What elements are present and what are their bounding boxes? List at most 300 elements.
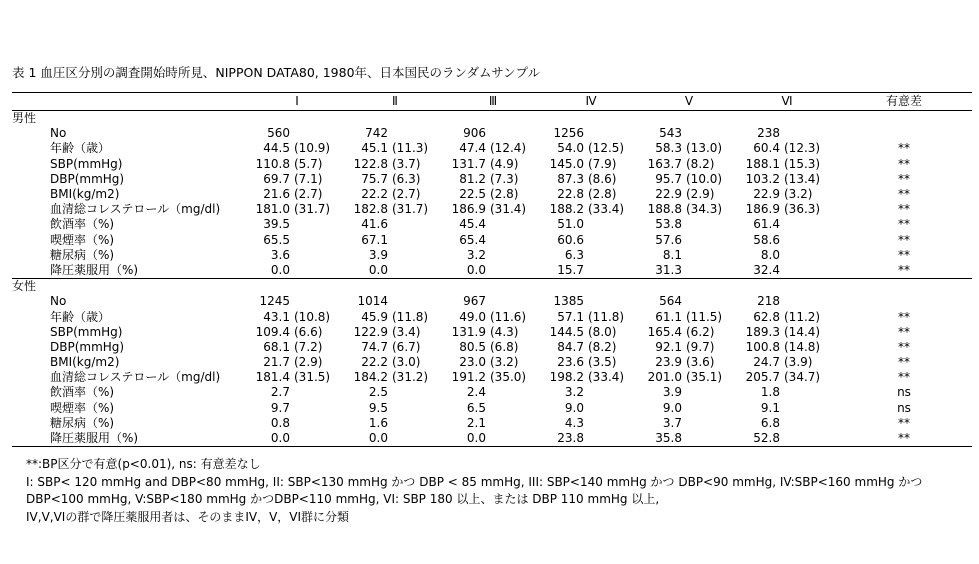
cell-value: 0.8 (270, 415, 290, 430)
table-cell (640, 157, 738, 172)
cell-value: 45.9 (361, 309, 388, 324)
table-cell (738, 172, 836, 187)
section-label: 男性 (12, 111, 37, 126)
cell-value: 131.9 (451, 324, 486, 339)
cell-sd: (11.8) (392, 309, 429, 324)
table-cell (248, 340, 346, 355)
table-row (12, 187, 972, 202)
cell-sd: (11.8) (588, 309, 625, 324)
cell-sd: (11.5) (686, 309, 723, 324)
table-row (12, 233, 972, 248)
table-cell (248, 370, 346, 385)
significance-cell: ** (898, 339, 910, 354)
cell-value: 2.7 (270, 385, 290, 400)
significance-cell (836, 126, 972, 141)
cell-sd: (14.8) (784, 339, 821, 354)
table-cell (542, 172, 640, 187)
cell-sd: (4.3) (490, 324, 519, 339)
table-cell (444, 202, 542, 217)
table-cell (738, 141, 836, 156)
cell-value: 22.9 (753, 187, 780, 202)
row-label: 喫煙率（%) (50, 232, 115, 247)
table-cell (542, 217, 640, 232)
table-cell (542, 126, 640, 141)
table-row (12, 340, 972, 355)
cell-value: 74.7 (361, 339, 388, 354)
table-cell (248, 401, 346, 416)
row-label: 降圧薬服用（%) (50, 262, 139, 277)
cell-value: 201.0 (647, 370, 682, 385)
table-cell (542, 355, 640, 370)
cell-sd: (31.7) (294, 202, 331, 217)
cell-value: 92.1 (655, 339, 682, 354)
table-cell (542, 294, 640, 309)
table-cell (542, 431, 640, 447)
significance-cell: ns (897, 400, 911, 415)
header-blank (12, 93, 248, 111)
cell-value: 22.2 (361, 355, 388, 370)
table-cell (640, 401, 738, 416)
table-cell (542, 263, 640, 279)
cell-sd: (3.0) (392, 355, 421, 370)
cell-value: 22.5 (459, 187, 486, 202)
cell-sd: (33.4) (588, 202, 625, 217)
table-cell (444, 355, 542, 370)
table-cell (542, 325, 640, 340)
cell-value: 218 (757, 294, 780, 309)
cell-value: 0.0 (368, 262, 388, 277)
significance-cell: ** (898, 370, 910, 385)
cell-value: 103.2 (745, 171, 780, 186)
table-cell (640, 217, 738, 232)
table-cell (444, 431, 542, 447)
cell-value: 84.7 (557, 339, 584, 354)
cell-sd: (12.5) (588, 141, 625, 156)
cell-value: 967 (463, 294, 486, 309)
row-label: No (50, 294, 67, 309)
footnotes (26, 456, 922, 526)
table-cell (248, 325, 346, 340)
footnote: IV,V,VIの群で降圧薬服用者は、そのままIV，V，VI群に分類 (26, 509, 350, 524)
section-label: 女性 (12, 279, 37, 294)
cell-value: 65.5 (263, 232, 290, 247)
significance-cell: ** (898, 171, 910, 186)
cell-value: 51.0 (557, 217, 584, 232)
table-cell (444, 248, 542, 263)
table-cell (640, 325, 738, 340)
cell-sd: (8.6) (588, 171, 617, 186)
cell-value: 543 (659, 126, 682, 141)
cell-sd: (14.4) (784, 324, 821, 339)
table-row (12, 126, 972, 141)
table-cell (542, 309, 640, 324)
cell-value: 15.7 (557, 262, 584, 277)
cell-value: 1245 (259, 294, 290, 309)
table-row (12, 217, 972, 232)
table-cell (542, 370, 640, 385)
significance-cell: ** (898, 141, 910, 156)
table-cell (738, 248, 836, 263)
cell-sd: (3.5) (588, 355, 617, 370)
cell-value: 188.2 (549, 202, 584, 217)
cell-value: 189.3 (745, 324, 780, 339)
significance-cell: ns (897, 385, 911, 400)
table-cell (640, 294, 738, 309)
table-row (12, 294, 972, 309)
cell-value: 23.9 (655, 355, 682, 370)
table-cell (738, 355, 836, 370)
cell-sd: (7.2) (294, 339, 323, 354)
table-cell (640, 385, 738, 400)
table-cell (640, 248, 738, 263)
table-cell (346, 172, 444, 187)
table-cell (640, 416, 738, 431)
table-cell (640, 263, 738, 279)
cell-value: 52.8 (753, 431, 780, 446)
data-table (12, 92, 972, 447)
cell-value: 906 (463, 126, 486, 141)
table-cell (248, 355, 346, 370)
table-cell (738, 233, 836, 248)
cell-value: 23.6 (557, 355, 584, 370)
cell-value: 9.5 (368, 400, 388, 415)
table-body (12, 93, 972, 447)
table-cell (346, 141, 444, 156)
cell-value: 0.0 (270, 431, 290, 446)
cell-value: 87.3 (557, 171, 584, 186)
significance-cell: ** (898, 156, 910, 171)
cell-value: 80.5 (459, 339, 486, 354)
cell-sd: (31.2) (392, 370, 429, 385)
table-cell (542, 385, 640, 400)
cell-value: 100.8 (745, 339, 780, 354)
cell-value: 69.7 (263, 171, 290, 186)
cell-sd: (3.9) (784, 355, 813, 370)
cell-sd: (15.3) (784, 156, 821, 171)
cell-sd: (31.5) (294, 370, 331, 385)
cell-sd: (2.9) (294, 355, 323, 370)
cell-value: 62.8 (753, 309, 780, 324)
cell-value: 0.0 (466, 431, 486, 446)
table-cell (738, 126, 836, 141)
cell-value: 188.8 (647, 202, 682, 217)
table-cell (248, 172, 346, 187)
cell-value: 23.8 (557, 431, 584, 446)
column-header: Ⅱ (392, 94, 398, 108)
cell-sd: (5.7) (294, 156, 323, 171)
row-label: SBP(mmHg) (50, 156, 123, 171)
significance-cell: ** (898, 309, 910, 324)
cell-sd: (4.9) (490, 156, 519, 171)
cell-value: 23.0 (459, 355, 486, 370)
table-cell (444, 217, 542, 232)
cell-value: 68.1 (263, 339, 290, 354)
table-cell (738, 431, 836, 447)
cell-value: 198.2 (549, 370, 584, 385)
cell-sd: (2.7) (294, 187, 323, 202)
cell-sd: (31.4) (490, 202, 527, 217)
cell-value: 191.2 (451, 370, 486, 385)
table-cell (640, 187, 738, 202)
cell-value: 47.4 (459, 141, 486, 156)
table-cell (542, 202, 640, 217)
cell-value: 184.2 (353, 370, 388, 385)
cell-sd: (2.8) (588, 187, 617, 202)
table-cell (640, 431, 738, 447)
cell-sd: (13.4) (784, 171, 821, 186)
table-cell (542, 141, 640, 156)
cell-value: 67.1 (361, 232, 388, 247)
cell-sd: (6.2) (686, 324, 715, 339)
cell-value: 560 (267, 126, 290, 141)
significance-cell: ** (898, 217, 910, 232)
cell-value: 3.2 (466, 247, 486, 262)
cell-sd: (34.7) (784, 370, 821, 385)
cell-value: 181.0 (255, 202, 290, 217)
row-label: 糖尿病（%) (50, 247, 115, 262)
table-cell (248, 233, 346, 248)
table-row (12, 416, 972, 431)
cell-sd: (7.9) (588, 156, 617, 171)
row-label: 降圧薬服用（%) (50, 431, 139, 446)
cell-sd: (12.4) (490, 141, 527, 156)
table-cell (542, 248, 640, 263)
table-row (12, 248, 972, 263)
cell-value: 3.2 (564, 385, 584, 400)
table-row (12, 385, 972, 400)
cell-sd: (2.8) (490, 187, 519, 202)
cell-value: 1256 (553, 126, 584, 141)
table-cell (346, 355, 444, 370)
cell-value: 3.7 (662, 415, 682, 430)
table-cell (346, 157, 444, 172)
row-label: DBP(mmHg) (50, 339, 125, 354)
cell-sd: (3.2) (490, 355, 519, 370)
table-cell (346, 263, 444, 279)
table-cell (444, 370, 542, 385)
cell-value: 39.5 (263, 217, 290, 232)
table-cell (444, 325, 542, 340)
cell-sd: (10.8) (294, 309, 331, 324)
cell-value: 57.1 (557, 309, 584, 324)
cell-value: 54.0 (557, 141, 584, 156)
cell-value: 1014 (357, 294, 388, 309)
cell-value: 238 (757, 126, 780, 141)
cell-value: 21.7 (263, 355, 290, 370)
table-cell (444, 187, 542, 202)
cell-value: 131.7 (451, 156, 486, 171)
table-row (12, 141, 972, 156)
table-cell (346, 294, 444, 309)
column-header: Ⅴ (684, 94, 694, 108)
cell-value: 22.8 (557, 187, 584, 202)
cell-sd: (8.2) (588, 339, 617, 354)
cell-sd: (13.0) (686, 141, 723, 156)
table-cell (738, 416, 836, 431)
section-row (12, 279, 972, 295)
table-cell (640, 172, 738, 187)
cell-value: 44.5 (263, 141, 290, 156)
cell-value: 3.9 (662, 385, 682, 400)
cell-sd: (34.3) (686, 202, 723, 217)
cell-value: 53.8 (655, 217, 682, 232)
table-cell (738, 370, 836, 385)
cell-sd: (35.1) (686, 370, 723, 385)
table-cell (248, 385, 346, 400)
table-cell (346, 217, 444, 232)
table-cell (738, 340, 836, 355)
cell-value: 49.0 (459, 309, 486, 324)
cell-value: 122.9 (353, 324, 388, 339)
table-cell (346, 309, 444, 324)
cell-value: 24.7 (753, 355, 780, 370)
table-cell (346, 187, 444, 202)
cell-value: 60.6 (557, 232, 584, 247)
cell-value: 31.3 (655, 262, 682, 277)
column-header-significance: 有意差 (885, 94, 922, 108)
cell-value: 0.0 (466, 262, 486, 277)
row-label: No (50, 126, 67, 141)
table-row (12, 355, 972, 370)
row-label: 糖尿病（%) (50, 415, 115, 430)
cell-value: 9.1 (760, 400, 780, 415)
cell-value: 6.3 (564, 247, 584, 262)
table-cell (346, 340, 444, 355)
footnote: DBP<100 mmHg, V:SBP<180 mmHg かつDBP<110 mmHg, VI: SBP 180 以上、または DBP 110 mmHg 以上, (26, 492, 660, 507)
cell-sd: (6.7) (392, 339, 421, 354)
cell-value: 188.1 (745, 156, 780, 171)
table-cell (640, 141, 738, 156)
cell-value: 2.1 (466, 415, 486, 430)
table-cell (738, 294, 836, 309)
cell-value: 95.7 (655, 171, 682, 186)
table-cell (248, 202, 346, 217)
column-header: Ⅵ (781, 94, 793, 108)
significance-cell: ** (898, 355, 910, 370)
cell-value: 22.9 (655, 187, 682, 202)
cell-sd: (11.2) (784, 309, 821, 324)
significance-cell: ** (898, 247, 910, 262)
cell-value: 2.5 (368, 385, 388, 400)
cell-sd: (8.0) (588, 324, 617, 339)
cell-sd: (35.0) (490, 370, 527, 385)
table-cell (248, 431, 346, 447)
significance-cell (836, 294, 972, 309)
cell-value: 186.9 (745, 202, 780, 217)
table-cell (346, 233, 444, 248)
significance-cell: ** (898, 415, 910, 430)
table-cell (542, 157, 640, 172)
table-row (12, 263, 972, 279)
table-cell (738, 263, 836, 279)
cell-sd: (7.3) (490, 171, 519, 186)
significance-cell: ** (898, 202, 910, 217)
column-header: Ⅳ (585, 94, 597, 108)
cell-value: 165.4 (647, 324, 682, 339)
cell-value: 8.0 (760, 247, 780, 262)
table-cell (444, 385, 542, 400)
cell-value: 205.7 (745, 370, 780, 385)
cell-value: 57.6 (655, 232, 682, 247)
cell-sd: (11.6) (490, 309, 527, 324)
cell-value: 4.3 (564, 415, 584, 430)
table-cell (444, 340, 542, 355)
cell-value: 122.8 (353, 156, 388, 171)
table-cell (444, 263, 542, 279)
cell-value: 110.8 (255, 156, 290, 171)
column-header: I (295, 94, 299, 108)
table-row (12, 157, 972, 172)
cell-value: 163.7 (647, 156, 682, 171)
table-row (12, 172, 972, 187)
table-cell (444, 126, 542, 141)
cell-value: 8.1 (662, 247, 682, 262)
cell-value: 32.4 (753, 262, 780, 277)
cell-value: 21.6 (263, 187, 290, 202)
cell-value: 182.8 (353, 202, 388, 217)
table-cell (542, 401, 640, 416)
table-cell (248, 309, 346, 324)
cell-sd: (7.1) (294, 171, 323, 186)
table-cell (542, 187, 640, 202)
table-cell (444, 294, 542, 309)
table-cell (346, 202, 444, 217)
cell-sd: (2.7) (392, 187, 421, 202)
footnote: **:BP区分で有意(p<0.01), ns: 有意差なし (26, 457, 261, 471)
significance-cell: ** (898, 232, 910, 247)
cell-sd: (8.2) (686, 156, 715, 171)
table-cell (640, 340, 738, 355)
table-cell (738, 202, 836, 217)
cell-value: 6.8 (760, 415, 780, 430)
table-cell (738, 157, 836, 172)
row-label: 血清総コレステロール（mg/dl) (50, 202, 221, 217)
table-cell (248, 126, 346, 141)
cell-sd: (31.7) (392, 202, 429, 217)
table-cell (444, 157, 542, 172)
cell-value: 45.4 (459, 217, 486, 232)
cell-value: 1.6 (368, 415, 388, 430)
significance-cell: ** (898, 262, 910, 277)
cell-value: 75.7 (361, 171, 388, 186)
cell-value: 41.6 (361, 217, 388, 232)
table-cell (738, 187, 836, 202)
table-cell (248, 416, 346, 431)
table-cell (738, 385, 836, 400)
table-cell (346, 401, 444, 416)
row-label: 飲酒率（%) (50, 217, 115, 232)
row-label: DBP(mmHg) (50, 171, 125, 186)
significance-cell: ** (898, 431, 910, 446)
table-cell (640, 202, 738, 217)
row-label: BMI(kg/m2) (50, 187, 120, 202)
table-cell (346, 325, 444, 340)
cell-value: 2.4 (466, 385, 486, 400)
table-cell (346, 248, 444, 263)
table-title: 表 1 血圧区分別の調査開始時所見、NIPPON DATA80, 1980年、日本国民のランダムサンプル (12, 65, 541, 80)
cell-sd: (10.0) (686, 171, 723, 186)
cell-value: 186.9 (451, 202, 486, 217)
table-cell (444, 401, 542, 416)
table-cell (444, 233, 542, 248)
cell-value: 0.0 (270, 262, 290, 277)
cell-value: 742 (365, 126, 388, 141)
cell-sd: (6.8) (490, 339, 519, 354)
table-cell (248, 294, 346, 309)
row-label: 血清総コレステロール（mg/dl) (50, 370, 221, 385)
cell-value: 145.0 (549, 156, 584, 171)
table-cell (640, 309, 738, 324)
